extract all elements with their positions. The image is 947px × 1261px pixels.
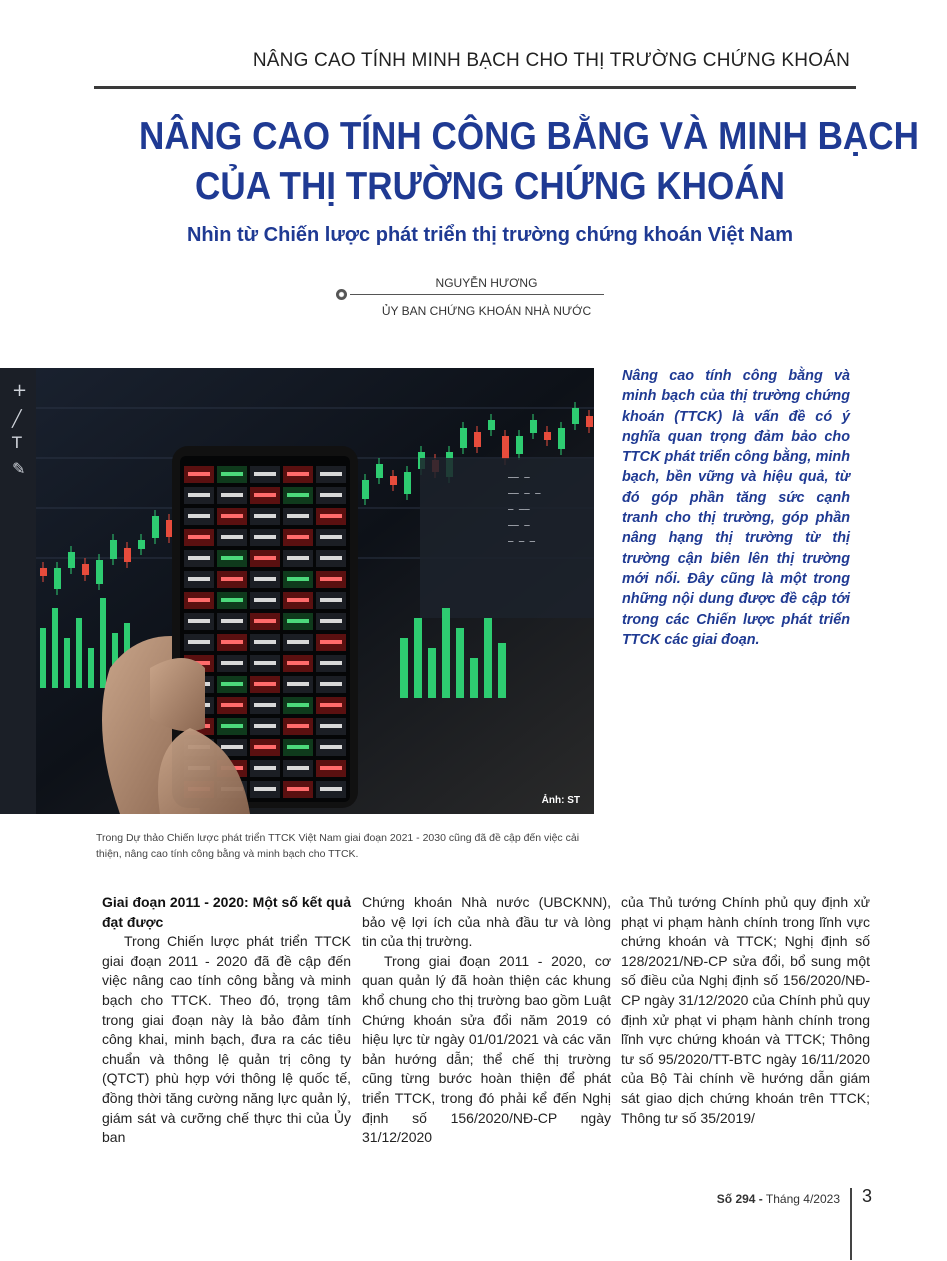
section-header: NÂNG CAO TÍNH MINH BẠCH CHO THỊ TRƯỜNG CHỨNG KHOÁN xyxy=(252,50,850,71)
article-title-line-2: CỦA THỊ TRƯỜNG CHỨNG KHOÁN xyxy=(195,165,785,208)
article-title xyxy=(139,112,919,212)
section-heading: Giai đoạn 2011 - 2020: Một số kết quả đạt được xyxy=(102,894,351,930)
page-number: 3 xyxy=(862,1186,873,1206)
author-bullet-icon xyxy=(336,289,347,300)
svg-text:—— —: —— — xyxy=(508,473,530,483)
issue-date: Tháng 4/2023 xyxy=(762,1192,840,1206)
svg-text:╱: ╱ xyxy=(12,409,22,428)
photo-caption: Trong Dự thảo Chiến lược phát triển TTCK Việt Nam giai đoạn 2021 - 2030 cũng đã đề cập đến việc cải thiện, nâng cao tính công bằng và minh bạch cho TTCK. xyxy=(96,832,580,860)
footer-divider xyxy=(850,1188,852,1260)
phone-trading-illustration xyxy=(0,368,594,814)
article-subtitle: Nhìn từ Chiến lược phát triển thị trường chứng khoán Việt Nam xyxy=(186,224,794,246)
author-name: NGUYỄN HƯƠNG xyxy=(435,276,538,290)
body-paragraph: Chứng khoán Nhà nước (UBCKNN), bảo vệ lợi ích của nhà đầu tư và lòng tin của thị trường. xyxy=(362,894,611,950)
svg-text:— — —: — — — xyxy=(508,537,536,547)
svg-text:+: + xyxy=(12,380,28,401)
body-column-1 xyxy=(102,893,351,1148)
body-column-3 xyxy=(621,893,870,1128)
stock-market-photo xyxy=(0,368,594,814)
article-title-line-1: NÂNG CAO TÍNH CÔNG BẰNG VÀ MINH BẠCH xyxy=(139,115,919,158)
author-organization: ỦY BAN CHỨNG KHOÁN NHÀ NƯỚC xyxy=(381,304,592,318)
svg-text:✎: ✎ xyxy=(12,459,26,478)
svg-text:—— — —: —— — — xyxy=(508,489,541,499)
body-column-2 xyxy=(362,893,611,1148)
author-divider xyxy=(350,294,604,295)
body-paragraph: Trong Chiến lược phát triển TTCK giai đoạn 2011 - 2020 đã đề cập đến việc nâng cao tính công bằng và minh bạch cho TTCK. Theo đó, trọng tâm trong giai đoạn này là bảo đảm tính công khai, minh bạch, đưa ra các tiêu chuẩn và thông lệ quản trị công ty (QTCT) phù hợp với thông lệ quốc tế, đồng thời tăng cường năng lực quản lý, giám sát và cưỡng chế thực thi của Ủy ban xyxy=(102,933,351,1146)
header-rule xyxy=(94,86,856,89)
body-paragraph: của Thủ tướng Chính phủ quy định xử phạt vi phạm hành chính trong lĩnh vực chứng khoán và TTCK; Nghị định số 128/2021/NĐ-CP sửa đổi, bổ sung một số điều của Nghị định số 156/2020/NĐ-CP ngày 31/12/2020 của Chính phủ quy định xử phạt vi phạm hành chính trong lĩnh vực chứng khoán và TTCK; Thông tư số 95/2020/TT-BTC ngày 16/11/2020 của Bộ Tài chính về hướng dẫn giám sát giao dịch chứng khoán trên TTCK; Thông tư số 35/2019/ xyxy=(621,894,870,1126)
svg-text:T: T xyxy=(12,433,22,452)
photo-credit: Ảnh: ST xyxy=(541,795,580,806)
body-paragraph: Trong giai đoạn 2011 - 2020, cơ quan quản lý đã hoàn thiện các khung khổ chung cho thị trường bao gồm Luật Chứng khoán sửa đổi năm 2019 có hiệu lực từ ngày 01/01/2021 và các văn bản hướng dẫn; thể chế thị trường cũng từng bước hoàn thiện để phát triển TTCK, trong đó phải kể đến Nghị định số 156/2020/NĐ-CP ngày 31/12/2020 xyxy=(362,952,611,1146)
issue-number: Số 294 - xyxy=(716,1192,763,1206)
article-lead: Nâng cao tính công bằng và minh bạch của thị trường chứng khoán (TTCK) là vấn đề có ý nghĩa quan trọng đảm bảo cho TTCK phát triển công bằng, minh bạch, bền vững và hiệu quả, từ đó góp phần tăng sức cạnh tranh cho thị trường, góp phần nâng hạng thị trường từ thị trường cận biên lên thị trường mới nổi. Đây cũng là một trong những nội dung được đề cập tới trong các Chiến lược phát triển TTCK các giai đoạn. xyxy=(622,368,850,648)
issue-info xyxy=(700,1192,840,1206)
svg-text:—— —: —— — xyxy=(508,521,530,531)
svg-text:— ——: — —— xyxy=(508,505,530,515)
